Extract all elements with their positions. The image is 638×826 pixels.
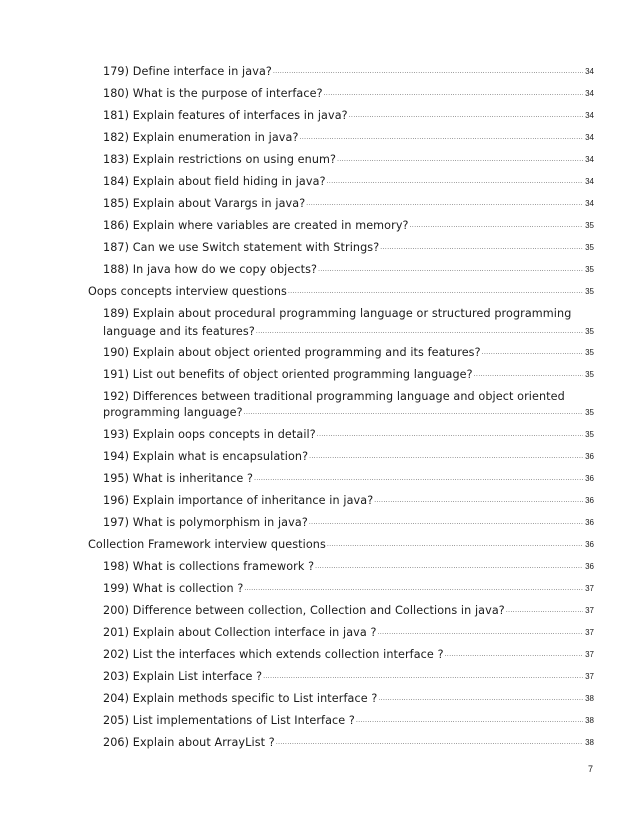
toc-entry-page: 35 (585, 348, 594, 357)
dot-leader (288, 288, 583, 295)
toc-entry-label: 196) Explain importance of inheritance in java? (103, 494, 374, 507)
toc-entry-label: 181) Explain features of interfaces in java? (103, 109, 348, 122)
toc-entry-label: 185) Explain about Varargs in java? (103, 197, 306, 210)
toc-entry-label: programming language? (103, 406, 243, 419)
toc-entry-page: 35 (585, 221, 594, 230)
toc-entry-label: 195) What is inheritance ? (103, 472, 254, 485)
dot-leader (324, 90, 583, 97)
toc-entry-label: 188) In java how do we copy objects? (103, 263, 318, 276)
toc-entry-page: 34 (585, 67, 594, 76)
dot-leader (337, 156, 583, 163)
toc-entry-label: 197) What is polymorphism in java? (103, 516, 308, 529)
toc-entry-label: 191) List out benefits of object oriented programming language? (103, 368, 473, 381)
dot-leader (374, 497, 583, 504)
toc-entry-label: 206) Explain about ArrayList ? (103, 736, 275, 749)
dot-leader (445, 651, 583, 658)
toc-entry-page: 37 (585, 606, 594, 615)
dot-leader (378, 629, 584, 636)
dot-leader (378, 695, 583, 702)
dot-leader (318, 266, 583, 273)
toc-entry-label: Oops concepts interview questions (88, 285, 287, 298)
toc-entry-label-line1: 189) Explain about procedural programming language or structured programming (103, 307, 572, 320)
dot-leader (256, 328, 583, 335)
dot-leader (306, 200, 583, 207)
toc-entry-page: 34 (585, 133, 594, 142)
toc-entry-label: 187) Can we use Switch statement with Strings? (103, 241, 380, 254)
toc-entry-page: 36 (585, 452, 594, 461)
toc-entry-page: 38 (585, 738, 594, 747)
toc-entry-label: 194) Explain what is encapsulation? (103, 450, 309, 463)
toc-entry-label: 203) Explain List interface ? (103, 670, 263, 683)
toc-entry-label: 200) Difference between collection, Collection and Collections in java? (103, 604, 505, 617)
dot-leader (309, 519, 583, 526)
toc-entry-label: 180) What is the purpose of interface? (103, 87, 323, 100)
toc-entry-page: 36 (585, 562, 594, 571)
toc-entry-page: 34 (585, 177, 594, 186)
toc-entry-label: 193) Explain oops concepts in detail? (103, 428, 316, 441)
toc-entry-label: 183) Explain restrictions on using enum? (103, 153, 337, 166)
dot-leader (263, 673, 583, 680)
dot-leader (327, 178, 583, 185)
toc-entry-label: 190) Explain about object oriented programming and its features? (103, 346, 481, 359)
toc-entry-page: 37 (585, 650, 594, 659)
dot-leader (474, 371, 583, 378)
toc-entry-page: 36 (585, 496, 594, 505)
toc-entry-label: 179) Define interface in java? (103, 65, 272, 78)
toc-entry-page: 38 (585, 716, 594, 725)
toc-entry-label-line1: 192) Differences between traditional programming language and object oriented (103, 390, 565, 403)
toc-entry-label: 184) Explain about field hiding in java? (103, 175, 326, 188)
dot-leader (349, 112, 583, 119)
dot-leader (356, 717, 583, 724)
toc-entry-page: 35 (585, 265, 594, 274)
toc-entry-page: 34 (585, 199, 594, 208)
toc-entry-page: 37 (585, 672, 594, 681)
dot-leader (482, 349, 583, 356)
toc-entry-page: 35 (585, 430, 594, 439)
dot-leader (309, 453, 583, 460)
toc-entry-page: 37 (585, 584, 594, 593)
toc-entry-page: 34 (585, 155, 594, 164)
toc-entry-page: 35 (585, 408, 594, 417)
dot-leader (254, 475, 583, 482)
dot-leader (315, 563, 583, 570)
toc-entry-page: 34 (585, 89, 594, 98)
toc-entry-label: 182) Explain enumeration in java? (103, 131, 299, 144)
toc-entry-label: 198) What is collections framework ? (103, 560, 315, 573)
dot-leader (244, 409, 583, 416)
toc-entry-label: 186) Explain where variables are created in memory? (103, 219, 409, 232)
toc-entry-page: 38 (585, 694, 594, 703)
toc-entry-page: 35 (585, 370, 594, 379)
toc-entry-label: 201) Explain about Collection interface in java ? (103, 626, 377, 639)
dot-leader (244, 585, 583, 592)
toc-entry-label: Collection Framework interview questions (88, 538, 326, 551)
toc-entry-page: 37 (585, 628, 594, 637)
toc-entry-page: 36 (585, 518, 594, 527)
dot-leader (327, 541, 583, 548)
toc-entry-page: 36 (585, 474, 594, 483)
dot-leader (317, 431, 583, 438)
dot-leader (273, 68, 583, 75)
toc-entry-page: 34 (585, 111, 594, 120)
toc-entry-label: 204) Explain methods specific to List interface ? (103, 692, 378, 705)
dot-leader (300, 134, 584, 141)
toc-entry-page: 36 (585, 540, 594, 549)
dot-leader (380, 244, 583, 251)
dot-leader (410, 222, 584, 229)
toc-entry-label: 205) List implementations of List Interface ? (103, 714, 355, 727)
page-number: 7 (587, 764, 593, 774)
toc-entry-label: 199) What is collection ? (103, 582, 244, 595)
toc-entry-page: 35 (585, 287, 594, 296)
toc-entry-page: 35 (585, 327, 594, 336)
toc-entry-label: language and its features? (103, 325, 255, 338)
dot-leader (506, 607, 583, 614)
toc-entry-label: 202) List the interfaces which extends collection interface ? (103, 648, 444, 661)
toc-entry-page: 35 (585, 243, 594, 252)
dot-leader (276, 739, 583, 746)
